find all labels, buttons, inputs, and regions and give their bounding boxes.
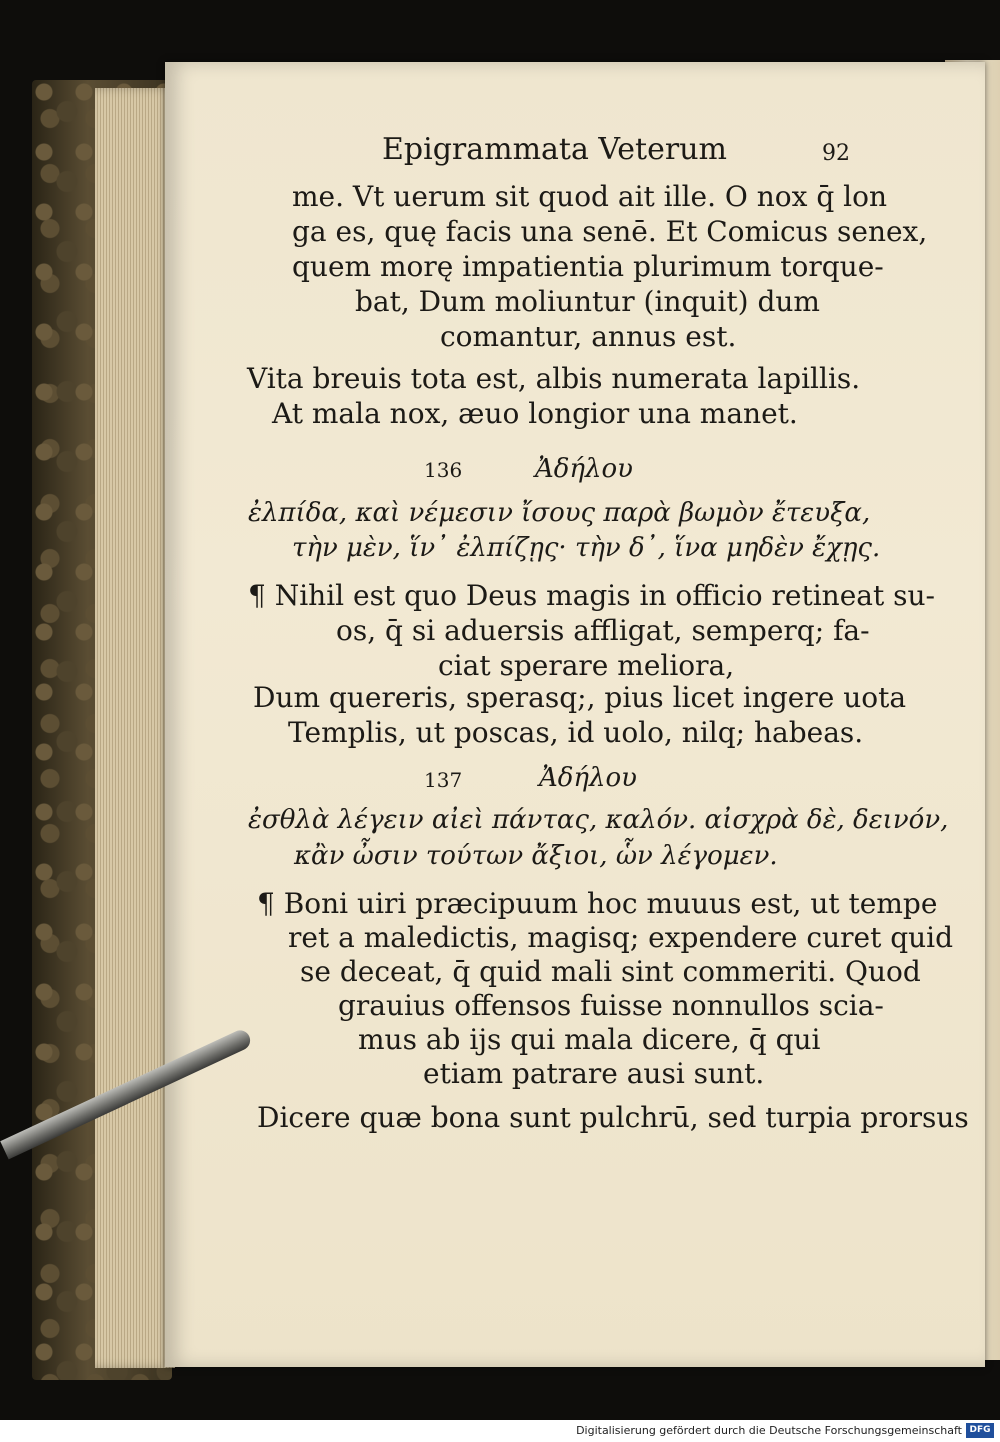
verse-line: Dicere quæ bona sunt pulchrū, sed turpia prorsus — [257, 1101, 969, 1134]
commentary-line: grauius offensos fuisse nonnullos scia- — [338, 989, 884, 1022]
commentary-line: etiam patrare ausi sunt. — [423, 1057, 765, 1090]
commentary-line: ciat sperare meliora, — [438, 649, 735, 682]
page-number: 92 — [822, 141, 850, 166]
text-line: bat, Dum moliuntur (inquit) dum — [355, 285, 820, 318]
epigram-author: Ἀδήλου — [535, 454, 633, 484]
text-line: ga es, quę facis una senē. Et Comicus senex, — [292, 215, 928, 248]
running-title: Epigrammata Veterum — [382, 132, 727, 167]
greek-verse-line: κἂν ὦσιν τούτων ἄξιοι, ὧν λέγομεν. — [294, 841, 778, 871]
text-line: comantur, annus est. — [440, 320, 737, 353]
epigram-number: 136 — [424, 458, 463, 482]
text-line: me. Vt uerum sit quod ait ille. O nox q̄ lon — [292, 180, 888, 213]
commentary-line: se deceat, q̄ quid mali sint commeriti. Quod — [300, 955, 921, 988]
verse-line: Templis, ut poscas, id uolo, nilq; habeas. — [288, 716, 864, 749]
commentary-line: os, q̄ si aduersis affligat, semperq; fa- — [336, 614, 870, 647]
epigram-author: Ἀδήλου — [539, 763, 637, 793]
greek-verse-line: ἐσθλὰ λέγειν αἰεὶ πάντας, καλόν. αἰσχρὰ δὲ, δεινόν, — [248, 805, 949, 835]
commentary-line: ¶ Boni uiri præcipuum hoc muuus est, ut tempe — [257, 887, 938, 920]
commentary-line: ret a maledictis, magisq; expendere curet quid — [288, 921, 954, 954]
text-line: quem morę impatientia plurimum torque- — [292, 250, 884, 283]
dfg-logo: DFG — [966, 1423, 994, 1438]
verse-line: Dum quereris, sperasq;, pius licet ingere uota — [253, 681, 907, 714]
funding-credit: Digitalisierung gefördert durch die Deutsche Forschungsgemeinschaft — [576, 1424, 962, 1437]
footer-bar — [0, 1420, 1000, 1442]
page-edges — [95, 88, 175, 1368]
greek-verse-line: ἐλπίδα, καὶ νέμεσιν ἴσους παρὰ βωμὸν ἔτευξα, — [248, 498, 871, 528]
commentary-line: ¶ Nihil est quo Deus magis in officio retineat su- — [248, 579, 935, 612]
greek-verse-line: τὴν μὲν, ἵν᾽ ἐλπίζῃς· τὴν δ᾽, ἵνα μηδὲν ἔχῃς. — [292, 533, 881, 563]
verse-line: Vita breuis tota est, albis numerata lapillis. — [247, 362, 861, 395]
epigram-number: 137 — [424, 768, 463, 792]
commentary-line: mus ab ijs qui mala dicere, q̄ qui — [358, 1023, 821, 1056]
verse-line: At mala nox, æuo longior una manet. — [272, 397, 798, 430]
